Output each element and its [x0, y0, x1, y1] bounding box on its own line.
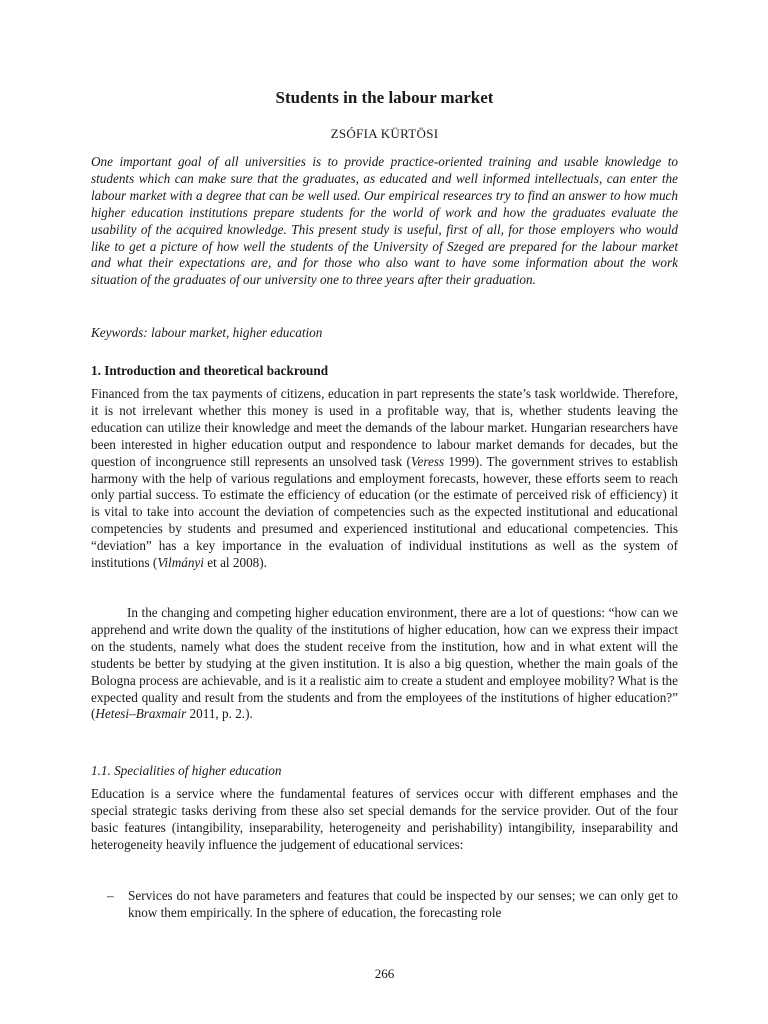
- keywords: Keywords: labour market, higher education: [91, 325, 323, 340]
- text-run: 2011, p. 2.).: [186, 706, 253, 722]
- bullet-item: [107, 888, 678, 922]
- section-1-1-heading: 1.1. Specialities of higher education: [91, 763, 282, 778]
- text-run: In the changing and competing higher education environment, there are a lot of questions: “how can we apprehend and write down the quality of the institutions of higher education, how can we express their impact on the students, namely what does the student receive from the institution, how and in what extent will the students be better by studying at the given institution. It is also a big question, whether the main goals of the Bologna process are achievable, and is it a realistic aim to create a student and employee mobility? What is the expected quality and result from the students and from the employees of the institutions of higher education?” (: [91, 605, 678, 722]
- section-1-1-paragraph: Education is a service where the fundamental features of services occur with different emphases and the special strategic tasks deriving from these also set special demands for the service provider. Out of the four basic features (intangibility, inseparability, heterogeneity and perishability) intangibility, inseparability and heterogeneity heavily influence the judgement of educational services:: [91, 786, 678, 852]
- page-number: 266: [374, 966, 395, 981]
- text-run: 1999). The government strives to establish harmony with the help of various regulations and employment forecasts, however, these efforts seem to reach only partial success. To estimate the efficiency of education (or the estimate of perceived risk of efficiency) it is vital to take into account the deviation of competencies such as the expected institutional and educational competencies by students and presumed and experienced institutional and educational competencies. This “deviation” has a key importance in the evaluation of individual institutions as well as the system of institutions (: [91, 453, 678, 571]
- text-run: Financed from the tax payments of citizens, education in part represents the state’s task worldwide. Therefore, it is not irrelevant whether this money is used in a profitable way, that is, whether students leaving the education can utilize their knowledge and meet the demands of the labour market. Hungarian researchers have been interested in higher education output and respondence to labour market demands for decades, but the question of incongruence still represents an unsolved task (: [91, 386, 678, 469]
- section-1-paragraph-1: [91, 386, 678, 572]
- text-run: et al 2008).: [203, 555, 267, 571]
- abstract: One important goal of all universities is to provide practice-oriented training and usable knowledge to students which can make sure that the graduates, as educated and well informed intellectuals, can enter the labour market with a degree that can be well used. Our empirical researces try to find an answer to how much higher education institutions prepare students for the world of work and how the graduates evaluate the usability of the acquired knowledge. This present study is useful, first of all, for those employers who would like to get a picture of how well the students of the University of Szeged are prepared for the labour market and what their expectations are, and for those who also want to have some information about the work situation of the graduates of our university one to three years after their graduation.: [91, 154, 678, 288]
- citation-hetesi-braxmair: Hetesi–Braxmair: [95, 706, 187, 722]
- citation-veress: Veress: [410, 453, 445, 469]
- bullet-text: Services do not have parameters and features that could be inspected by our senses; we can only get to know them empirically. In the sphere of education, the forecasting role: [128, 888, 678, 920]
- section-1-heading: 1. Introduction and theoretical backround: [91, 363, 329, 378]
- citation-vilmanyi: Vilmányi: [157, 555, 204, 571]
- paper-title: Students in the labour market: [275, 88, 494, 107]
- bullet-dash: –: [107, 888, 114, 903]
- author-name: ZSÓFIA KÜRTÖSI: [330, 126, 439, 141]
- section-1-paragraph-2: [91, 605, 678, 723]
